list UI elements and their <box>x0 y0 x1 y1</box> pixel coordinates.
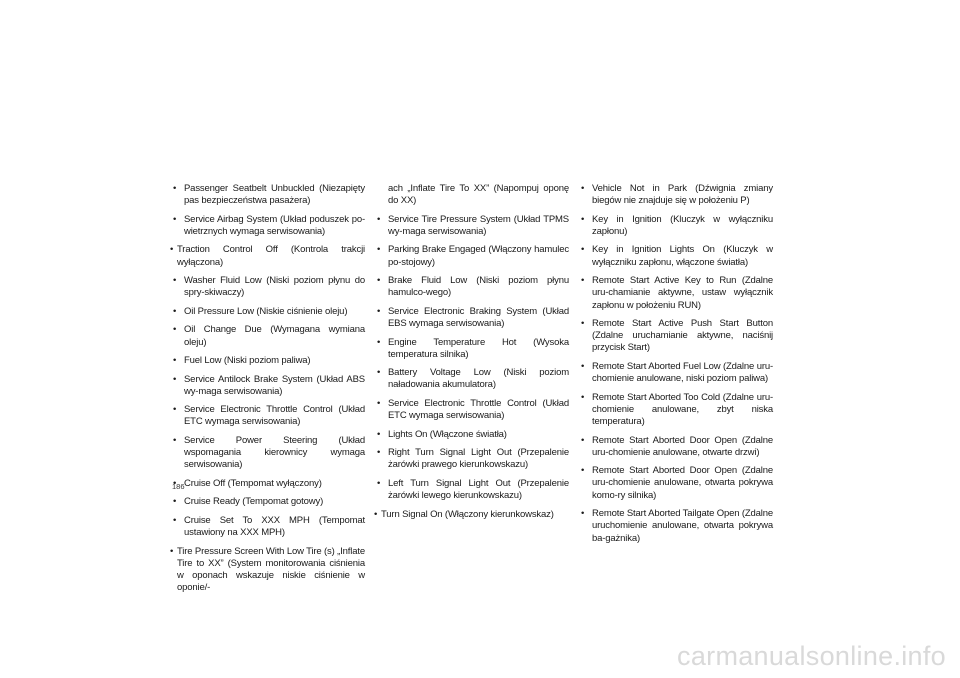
list-item: • Remote Start Aborted Too Cold (Zdalne uru-chomienie anulowane, zbyt niska temperatura) <box>578 392 773 429</box>
warning-message-list <box>170 183 365 594</box>
list-item: • Left Turn Signal Light Out (Przepalenie żarówki lewego kierunkowskazu) <box>374 478 569 502</box>
list-item-continuation: ach „Inflate Tire To XX” (Napompuj oponę do XX) <box>388 183 569 207</box>
list-item: • Engine Temperature Hot (Wysoka temperatura silnika) <box>374 337 569 361</box>
list-item: • Key in Ignition (Kluczyk w wyłączniku zapłonu) <box>578 214 773 238</box>
text-column-1 <box>170 183 365 601</box>
list-item: • Washer Fluid Low (Niski poziom płynu do spry-skiwaczy) <box>170 275 365 299</box>
list-item: • Remote Start Aborted Door Open (Zdalne uru-chomienie anulowane, otwarta pokrywa komo-ry silnika) <box>578 465 773 502</box>
watermark-text: carmanualsonline.info <box>677 641 946 671</box>
list-item: • Lights On (Włączone światła) <box>374 429 569 441</box>
warning-message-list <box>374 183 569 521</box>
list-item: • Cruise Ready (Tempomat gotowy) <box>170 496 365 508</box>
list-item: • Service Tire Pressure System (Układ TPMS wy-maga serwisowania) <box>374 214 569 238</box>
warning-message-list <box>578 183 773 545</box>
list-item: • Service Electronic Braking System (Układ EBS wymaga serwisowania) <box>374 306 569 330</box>
list-item: • Service Electronic Throttle Control (Układ ETC wymaga serwisowania) <box>374 398 569 422</box>
list-item: • Fuel Low (Niski poziom paliwa) <box>170 355 365 367</box>
list-item: • Tire Pressure Screen With Low Tire (s) „Inflate Tire to XX” (System monitorowania ciśnienia w oponach wskazuje niskie ciśnienie w oponie/- <box>170 546 365 595</box>
list-item: • Remote Start Aborted Fuel Low (Zdalne uru-chomienie anulowane, niski poziom paliwa) <box>578 361 773 385</box>
list-item: • Service Airbag System (Układ poduszek po-wietrznych wymaga serwisowania) <box>170 214 365 238</box>
list-item: • Service Antilock Brake System (Układ ABS wy-maga serwisowania) <box>170 374 365 398</box>
list-item: • Remote Start Aborted Door Open (Zdalne uru-chomienie anulowane, otwarte drzwi) <box>578 435 773 459</box>
list-item: • Oil Pressure Low (Niskie ciśnienie oleju) <box>170 306 365 318</box>
list-item: • Brake Fluid Low (Niski poziom płynu hamulco-wego) <box>374 275 569 299</box>
list-item: • Cruise Off (Tempomat wyłączony) <box>170 478 365 490</box>
list-item: • Traction Control Off (Kontrola trakcji wyłączona) <box>170 244 365 268</box>
page-number: 186 <box>172 482 185 491</box>
list-item: • Remote Start Aborted Tailgate Open (Zdalne uruchomienie anulowane, otwarta pokrywa ba-gażnika) <box>578 508 773 545</box>
list-item: • Remote Start Active Key to Run (Zdalne uru-chamianie aktywne, ustaw wyłącznik zapłonu w położeniu RUN) <box>578 275 773 312</box>
list-item: • Cruise Set To XXX MPH (Tempomat ustawiony na XXX MPH) <box>170 515 365 539</box>
list-item: • Service Power Steering (Układ wspomagania kierownicy wymaga serwisowania) <box>170 435 365 472</box>
text-column-2 <box>374 183 569 527</box>
list-item: • Vehicle Not in Park (Dźwignia zmiany biegów nie znajduje się w położeniu P) <box>578 183 773 207</box>
list-item: • Remote Start Active Push Start Button (Zdalne uruchamianie aktywne, naciśnij przycisk Start) <box>578 318 773 355</box>
list-item: • Right Turn Signal Light Out (Przepalenie żarówki prawego kierunkowskazu) <box>374 447 569 471</box>
list-item: • Parking Brake Engaged (Włączony hamulec po-stojowy) <box>374 244 569 268</box>
list-item: • Battery Voltage Low (Niski poziom naładowania akumulatora) <box>374 367 569 391</box>
text-column-3 <box>578 183 773 551</box>
list-item: • Key in Ignition Lights On (Kluczyk w wyłączniku zapłonu, włączone światła) <box>578 244 773 268</box>
list-item: • Passenger Seatbelt Unbuckled (Niezapięty pas bezpieczeństwa pasażera) <box>170 183 365 207</box>
list-item: • Turn Signal On (Włączony kierunkowskaz) <box>374 509 569 521</box>
list-item: • Oil Change Due (Wymagana wymiana oleju) <box>170 324 365 348</box>
list-item: • Service Electronic Throttle Control (Układ ETC wymaga serwisowania) <box>170 404 365 428</box>
